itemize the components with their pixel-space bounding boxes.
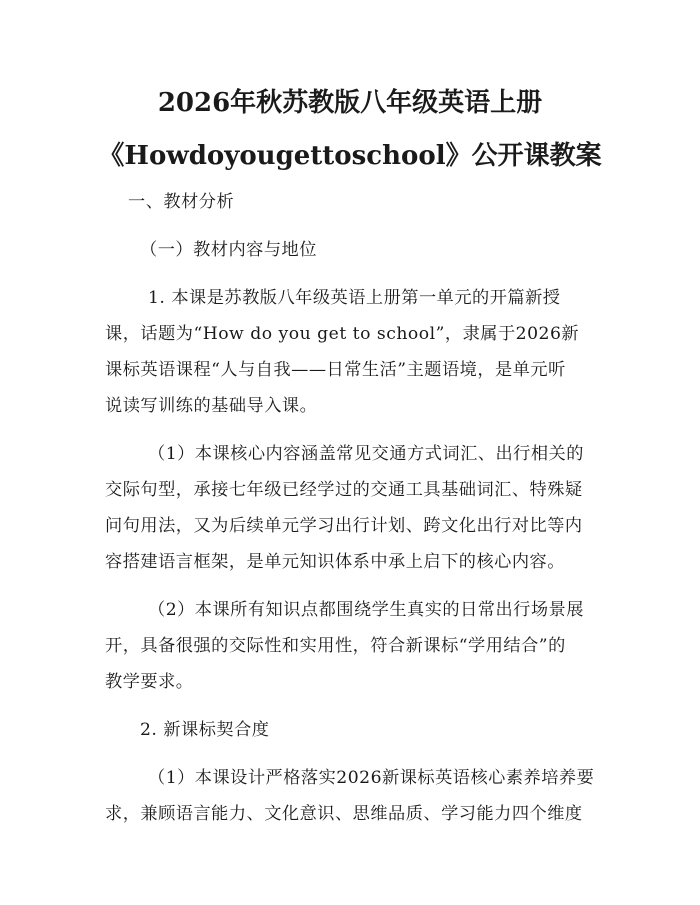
paragraph-line: （2）本课所有知识点都围绕学生真实的日常出行场景展 (148, 600, 584, 620)
paragraph-line: 问句用法，又为后续单元学习出行计划、跨文化出行对比等内 (105, 516, 583, 536)
document-title-line-2: 《Howdoyougettoschool》公开课教案 (98, 141, 602, 171)
paragraph-line: 课，话题为“How do you get to school”，隶属于2026新 (105, 324, 580, 344)
paragraph-line: 课标英语课程“人与自我——日常生活”主题语境，是单元听 (105, 360, 566, 380)
paragraph-line: 1. 本课是苏教版八年级英语上册第一单元的开篇新授 (148, 288, 561, 308)
section-heading: 一、教材分析 (128, 192, 235, 212)
paragraph-line: 说读写训练的基础导入课。 (105, 396, 318, 416)
paragraph-line: 开，具备很强的交际性和实用性，符合新课标“学用结合”的 (105, 636, 566, 656)
subsection-heading: （一）教材内容与地位 (140, 240, 317, 260)
document-title-line-1: 2026年秋苏教版八年级英语上册 (157, 88, 543, 118)
subsection-heading: 2. 新课标契合度 (140, 720, 270, 740)
paragraph-line: 容搭建语言框架，是单元知识体系中承上启下的核心内容。 (105, 552, 565, 572)
paragraph-line: 教学要求。 (105, 672, 194, 692)
paragraph-line: （1）本课核心内容涵盖常见交通方式词汇、出行相关的 (148, 444, 584, 464)
paragraph-line: （1）本课设计严格落实2026新课标英语核心素养培养要 (148, 768, 595, 788)
paragraph-line: 求，兼顾语言能力、文化意识、思维品质、学习能力四个维度 (105, 804, 583, 824)
paragraph-line: 交际句型，承接七年级已经学过的交通工具基础词汇、特殊疑 (105, 480, 583, 500)
